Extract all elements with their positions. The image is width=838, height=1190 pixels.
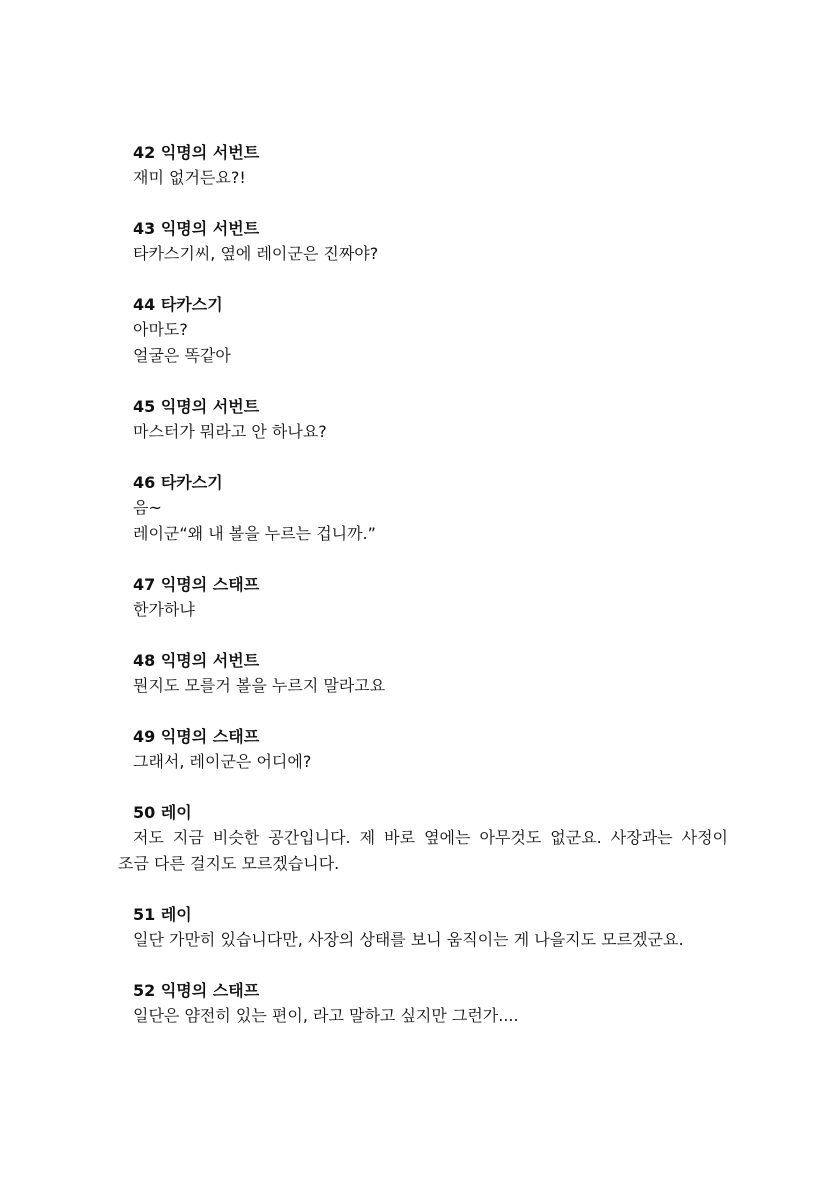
- post-number: 45: [133, 397, 156, 416]
- post-body: [118, 419, 728, 445]
- post-header: [133, 800, 192, 826]
- post-line: 재미 없거든요?!: [133, 168, 246, 187]
- post-line: 일단은 얌전히 있는 편이, 라고 말하고 싶지만 그런가....: [133, 1006, 519, 1025]
- post-line: 타카스기씨, 옆에 레이군은 진짜야?: [133, 244, 379, 263]
- post-header: [133, 140, 259, 166]
- post-number: 51: [133, 905, 156, 924]
- post-body: [118, 317, 728, 369]
- post-body: [118, 749, 728, 775]
- post-line: 마스터가 뭐라고 안 하나요?: [133, 422, 327, 441]
- post-header: [133, 724, 259, 750]
- post-header: [133, 292, 223, 318]
- post-number: 48: [133, 651, 156, 670]
- post-number: 43: [133, 219, 156, 238]
- post-author: 익명의 서번트: [160, 651, 260, 670]
- post-header: [133, 978, 259, 1004]
- post-body: [118, 1003, 728, 1029]
- post-number: 42: [133, 143, 156, 162]
- post-line: 저도 지금 비슷한 공간입니다. 제 바로 옆에는 아무것도 없군요. 사장과는 사정이: [133, 828, 728, 847]
- post-author: 익명의 스태프: [160, 575, 260, 594]
- post-line: 뭔지도 모를거 볼을 누르지 말라고요: [133, 676, 386, 695]
- post-header: [133, 572, 259, 598]
- post-author: 타카스기: [160, 295, 223, 314]
- post-line: 아마도?: [133, 320, 188, 339]
- post-number: 46: [133, 473, 156, 492]
- post-line: 한가하냐: [133, 600, 195, 619]
- post-line: 일단 가만히 있습니다만, 사장의 상태를 보니 움직이는 게 나을지도 모르겠군요.: [133, 930, 684, 949]
- post-number: 52: [133, 981, 156, 1000]
- post-body: [118, 495, 728, 547]
- post-header: [133, 902, 192, 928]
- post-line: 음~: [133, 498, 162, 517]
- post-line: 조금 다른 걸지도 모르겠습니다.: [118, 854, 340, 873]
- post-author: 익명의 스태프: [160, 727, 260, 746]
- post-author: 익명의 스태프: [160, 981, 260, 1000]
- post-header: [133, 216, 259, 242]
- post-author: 익명의 서번트: [160, 397, 260, 416]
- post-author: 레이: [160, 803, 192, 822]
- post-header: [133, 394, 259, 420]
- post-number: 47: [133, 575, 156, 594]
- post-author: 익명의 서번트: [160, 219, 260, 238]
- post-body: [118, 927, 728, 953]
- post-line: 얼굴은 똑같아: [133, 346, 231, 365]
- post-line: 레이군“왜 내 볼을 누르는 겁니까.”: [133, 524, 376, 543]
- post-line: 그래서, 레이군은 어디에?: [133, 752, 312, 771]
- post-body: [118, 597, 728, 623]
- post-body: [118, 165, 728, 191]
- post-body: [118, 241, 728, 267]
- post-header: [133, 470, 223, 496]
- post-number: 50: [133, 803, 156, 822]
- post-header: [133, 648, 259, 674]
- post-author: 타카스기: [160, 473, 223, 492]
- post-author: 레이: [160, 905, 192, 924]
- post-author: 익명의 서번트: [160, 143, 260, 162]
- post-body: [118, 825, 728, 877]
- post-body: [118, 673, 728, 699]
- post-number: 49: [133, 727, 156, 746]
- post-number: 44: [133, 295, 156, 314]
